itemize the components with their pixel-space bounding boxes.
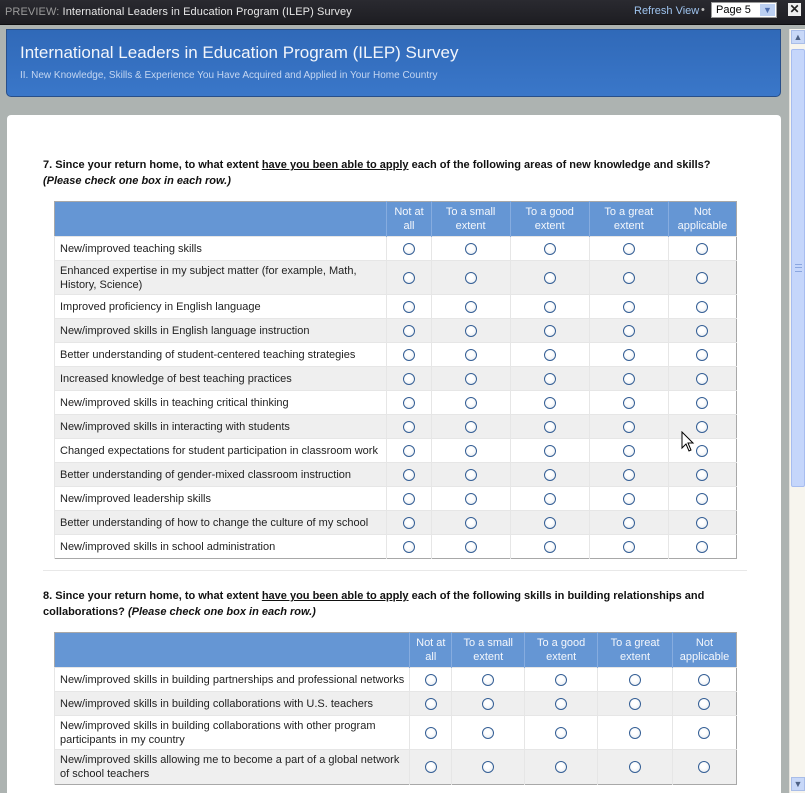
option-cell <box>431 261 510 295</box>
option-cell <box>431 295 510 319</box>
radio-button[interactable] <box>623 272 635 284</box>
col-small-extent: To a small extent <box>431 202 510 237</box>
row-label: Better understanding of gender-mixed classroom instruction <box>55 463 387 487</box>
row-label: New/improved skills in building collaborations with other program participants in my country <box>55 716 410 750</box>
question-7-matrix <box>54 201 737 559</box>
option-cell <box>589 511 668 535</box>
radio-button[interactable] <box>403 517 415 529</box>
radio-button[interactable] <box>623 517 635 529</box>
option-cell <box>510 237 589 261</box>
radio-button[interactable] <box>403 243 415 255</box>
option-cell <box>410 668 452 692</box>
table-row <box>55 487 737 511</box>
matrix-header-row <box>55 202 737 237</box>
preview-title: International Leaders in Education Program (ILEP) Survey <box>62 6 352 18</box>
option-cell <box>410 716 452 750</box>
survey-header <box>6 29 781 97</box>
radio-button[interactable] <box>544 373 556 385</box>
radio-button[interactable] <box>698 674 710 686</box>
option-cell <box>387 415 431 439</box>
radio-button[interactable] <box>544 421 556 433</box>
section-divider <box>43 570 747 571</box>
col-not-at-all: Not at all <box>387 202 431 237</box>
option-cell <box>668 295 736 319</box>
option-cell <box>431 367 510 391</box>
option-cell <box>668 511 736 535</box>
radio-button[interactable] <box>629 674 641 686</box>
option-cell <box>510 319 589 343</box>
radio-button[interactable] <box>465 493 477 505</box>
radio-button[interactable] <box>555 674 567 686</box>
radio-button[interactable] <box>544 325 556 337</box>
table-row <box>55 319 737 343</box>
radio-button[interactable] <box>482 761 494 773</box>
radio-button[interactable] <box>403 493 415 505</box>
table-row <box>55 692 737 716</box>
option-cell <box>668 487 736 511</box>
option-cell <box>387 511 431 535</box>
option-cell <box>510 367 589 391</box>
row-label: Better understanding of how to change the culture of my school <box>55 511 387 535</box>
radio-button[interactable] <box>698 698 710 710</box>
q7-underlined: have you been able to apply <box>261 159 409 171</box>
q7-suffix: each of the following areas of new knowledge and skills? <box>408 159 711 171</box>
col-small-extent: To a small extent <box>452 633 525 668</box>
option-cell <box>431 487 510 511</box>
radio-button[interactable] <box>696 349 708 361</box>
radio-button[interactable] <box>623 325 635 337</box>
separator-dot: • <box>701 4 705 16</box>
option-cell <box>431 535 510 559</box>
option-cell <box>525 692 598 716</box>
option-cell <box>387 367 431 391</box>
row-label: New/improved leadership skills <box>55 487 387 511</box>
q7-instruction: (Please check one box in each row.) <box>43 175 231 187</box>
radio-button[interactable] <box>403 469 415 481</box>
option-cell <box>589 237 668 261</box>
col-great-extent: To a great extent <box>589 202 668 237</box>
radio-button[interactable] <box>623 493 635 505</box>
option-cell <box>510 261 589 295</box>
question-7-text <box>43 157 743 189</box>
radio-button[interactable] <box>403 421 415 433</box>
row-label: New/improved skills in school administration <box>55 535 387 559</box>
option-cell <box>510 535 589 559</box>
radio-button[interactable] <box>482 674 494 686</box>
option-cell <box>668 237 736 261</box>
radio-button[interactable] <box>623 349 635 361</box>
option-cell <box>525 716 598 750</box>
option-cell <box>589 415 668 439</box>
row-label: New/improved skills in building collaborations with U.S. teachers <box>55 692 410 716</box>
radio-button[interactable] <box>623 469 635 481</box>
radio-button[interactable] <box>623 541 635 553</box>
option-cell <box>452 716 525 750</box>
radio-button[interactable] <box>696 493 708 505</box>
radio-button[interactable] <box>696 272 708 284</box>
option-cell <box>668 343 736 367</box>
row-label: New/improved skills in interacting with students <box>55 415 387 439</box>
radio-button[interactable] <box>623 445 635 457</box>
chevron-down-icon[interactable]: ▼ <box>760 4 775 16</box>
option-cell <box>387 295 431 319</box>
option-cell <box>598 716 673 750</box>
option-cell <box>387 439 431 463</box>
radio-button[interactable] <box>696 325 708 337</box>
option-cell <box>589 295 668 319</box>
option-cell <box>598 750 673 785</box>
radio-button[interactable] <box>403 325 415 337</box>
col-good-extent: To a good extent <box>525 633 598 668</box>
vertical-scrollbar[interactable] <box>789 29 805 793</box>
scroll-up-button[interactable]: ▲ <box>791 30 805 44</box>
radio-button[interactable] <box>425 698 437 710</box>
row-label: Increased knowledge of best teaching practices <box>55 367 387 391</box>
option-cell <box>672 692 736 716</box>
row-label: Better understanding of student-centered teaching strategies <box>55 343 387 367</box>
close-icon[interactable]: ✕ <box>789 2 800 16</box>
table-row <box>55 367 737 391</box>
option-cell <box>510 511 589 535</box>
radio-button[interactable] <box>465 421 477 433</box>
option-cell <box>452 750 525 785</box>
table-row <box>55 750 737 785</box>
table-row <box>55 295 737 319</box>
radio-button[interactable] <box>555 761 567 773</box>
radio-button[interactable] <box>698 727 710 739</box>
radio-button[interactable] <box>623 421 635 433</box>
radio-button[interactable] <box>544 272 556 284</box>
option-cell <box>410 750 452 785</box>
radio-button[interactable] <box>482 698 494 710</box>
option-cell <box>431 439 510 463</box>
option-cell <box>387 319 431 343</box>
preview-prefix: PREVIEW: <box>5 6 60 18</box>
scroll-down-button[interactable]: ▼ <box>791 777 805 791</box>
radio-button[interactable] <box>698 761 710 773</box>
option-cell <box>589 319 668 343</box>
table-row <box>55 415 737 439</box>
radio-button[interactable] <box>544 541 556 553</box>
radio-button[interactable] <box>629 727 641 739</box>
option-cell <box>387 343 431 367</box>
radio-button[interactable] <box>403 445 415 457</box>
radio-button[interactable] <box>696 541 708 553</box>
q7-prefix: 7. Since your return home, to what extent <box>43 159 262 171</box>
radio-button[interactable] <box>555 727 567 739</box>
option-cell <box>431 237 510 261</box>
option-cell <box>668 391 736 415</box>
scrollbar-thumb[interactable] <box>791 49 805 487</box>
q8-suffix: each of the following skills in building relationships and collaborations? <box>43 590 705 618</box>
option-cell <box>668 415 736 439</box>
option-cell <box>672 668 736 692</box>
radio-button[interactable] <box>403 541 415 553</box>
radio-button[interactable] <box>465 517 477 529</box>
radio-button[interactable] <box>544 469 556 481</box>
question-8-text <box>43 588 748 620</box>
section-subtitle: II. New Knowledge, Skills & Experience You Have Acquired and Applied in Your Home Country <box>20 70 438 81</box>
radio-button[interactable] <box>544 397 556 409</box>
radio-button[interactable] <box>696 373 708 385</box>
radio-button[interactable] <box>425 761 437 773</box>
radio-button[interactable] <box>465 349 477 361</box>
option-cell <box>589 487 668 511</box>
mouse-cursor-icon <box>681 431 695 453</box>
option-cell <box>387 237 431 261</box>
matrix-header-row <box>55 633 737 668</box>
radio-button[interactable] <box>544 301 556 313</box>
radio-button[interactable] <box>623 301 635 313</box>
option-cell <box>672 716 736 750</box>
option-cell <box>525 750 598 785</box>
option-cell <box>510 295 589 319</box>
radio-button[interactable] <box>623 397 635 409</box>
q8-prefix: 8. Since your return home, to what extent <box>43 590 262 602</box>
radio-button[interactable] <box>555 698 567 710</box>
radio-button[interactable] <box>465 445 477 457</box>
option-cell <box>431 511 510 535</box>
radio-button[interactable] <box>629 761 641 773</box>
option-cell <box>598 692 673 716</box>
col-not-applicable: Not applicable <box>668 202 736 237</box>
q8-instruction: (Please check one box in each row.) <box>127 606 316 618</box>
option-cell <box>668 261 736 295</box>
table-row <box>55 261 737 295</box>
option-cell <box>510 439 589 463</box>
radio-button[interactable] <box>544 445 556 457</box>
radio-button[interactable] <box>425 727 437 739</box>
col-good-extent: To a good extent <box>510 202 589 237</box>
option-cell <box>668 535 736 559</box>
radio-button[interactable] <box>544 243 556 255</box>
option-cell <box>510 343 589 367</box>
row-label: Improved proficiency in English language <box>55 295 387 319</box>
radio-button[interactable] <box>696 243 708 255</box>
option-cell <box>668 463 736 487</box>
table-row <box>55 668 737 692</box>
radio-button[interactable] <box>482 727 494 739</box>
col-great-extent: To a great extent <box>598 633 673 668</box>
option-cell <box>431 391 510 415</box>
option-cell <box>598 668 673 692</box>
option-cell <box>431 415 510 439</box>
q8-underlined: have you been able to apply <box>261 590 409 602</box>
option-cell <box>431 343 510 367</box>
option-cell <box>387 487 431 511</box>
grip-icon <box>795 264 802 272</box>
radio-button[interactable] <box>623 373 635 385</box>
option-cell <box>452 668 525 692</box>
radio-button[interactable] <box>403 301 415 313</box>
option-cell <box>668 439 736 463</box>
radio-button[interactable] <box>623 243 635 255</box>
radio-button[interactable] <box>465 325 477 337</box>
radio-button[interactable] <box>696 397 708 409</box>
page-select-value: Page 5 <box>716 4 751 16</box>
option-cell <box>387 261 431 295</box>
table-row <box>55 237 737 261</box>
table-row <box>55 535 737 559</box>
page-select[interactable] <box>711 2 777 18</box>
table-row <box>55 391 737 415</box>
radio-button[interactable] <box>403 272 415 284</box>
option-cell <box>431 463 510 487</box>
question-8-matrix <box>54 632 737 785</box>
header-blank <box>55 633 410 668</box>
table-row <box>55 463 737 487</box>
option-cell <box>589 367 668 391</box>
row-label: New/improved skills allowing me to become a part of a global network of school teachers <box>55 750 410 785</box>
option-cell <box>510 487 589 511</box>
radio-button[interactable] <box>465 397 477 409</box>
row-label: New/improved skills in building partnerships and professional networks <box>55 668 410 692</box>
col-not-at-all: Not at all <box>410 633 452 668</box>
radio-button[interactable] <box>403 373 415 385</box>
radio-button[interactable] <box>465 373 477 385</box>
radio-button[interactable] <box>696 469 708 481</box>
table-row <box>55 511 737 535</box>
table-row <box>55 439 737 463</box>
row-label: Changed expectations for student participation in classroom work <box>55 439 387 463</box>
row-label: New/improved teaching skills <box>55 237 387 261</box>
radio-button[interactable] <box>465 301 477 313</box>
radio-button[interactable] <box>696 445 708 457</box>
row-label: Enhanced expertise in my subject matter (for example, Math, History, Science) <box>55 261 387 295</box>
radio-button[interactable] <box>696 421 708 433</box>
option-cell <box>387 535 431 559</box>
option-cell <box>589 261 668 295</box>
option-cell <box>589 463 668 487</box>
option-cell <box>510 463 589 487</box>
refresh-view-link[interactable]: Refresh View <box>634 5 700 17</box>
option-cell <box>589 343 668 367</box>
radio-button[interactable] <box>629 698 641 710</box>
option-cell <box>672 750 736 785</box>
option-cell <box>410 692 452 716</box>
option-cell <box>387 391 431 415</box>
row-label: New/improved skills in English language instruction <box>55 319 387 343</box>
option-cell <box>452 692 525 716</box>
radio-button[interactable] <box>544 349 556 361</box>
option-cell <box>510 391 589 415</box>
option-cell <box>387 463 431 487</box>
radio-button[interactable] <box>403 349 415 361</box>
radio-button[interactable] <box>544 517 556 529</box>
option-cell <box>510 415 589 439</box>
option-cell <box>525 668 598 692</box>
preview-toolbar <box>0 0 805 25</box>
radio-button[interactable] <box>696 301 708 313</box>
radio-button[interactable] <box>696 517 708 529</box>
option-cell <box>589 439 668 463</box>
option-cell <box>589 391 668 415</box>
option-cell <box>431 319 510 343</box>
survey-title: International Leaders in Education Program (ILEP) Survey <box>20 43 459 62</box>
radio-button[interactable] <box>465 469 477 481</box>
radio-button[interactable] <box>465 272 477 284</box>
preview-label <box>5 6 352 18</box>
header-blank <box>55 202 387 237</box>
col-not-applicable: Not applicable <box>672 633 736 668</box>
row-label: New/improved skills in teaching critical thinking <box>55 391 387 415</box>
radio-button[interactable] <box>544 493 556 505</box>
table-row <box>55 343 737 367</box>
table-row <box>55 716 737 750</box>
radio-button[interactable] <box>425 674 437 686</box>
radio-button[interactable] <box>465 243 477 255</box>
radio-button[interactable] <box>403 397 415 409</box>
radio-button[interactable] <box>465 541 477 553</box>
option-cell <box>589 535 668 559</box>
option-cell <box>668 319 736 343</box>
option-cell <box>668 367 736 391</box>
